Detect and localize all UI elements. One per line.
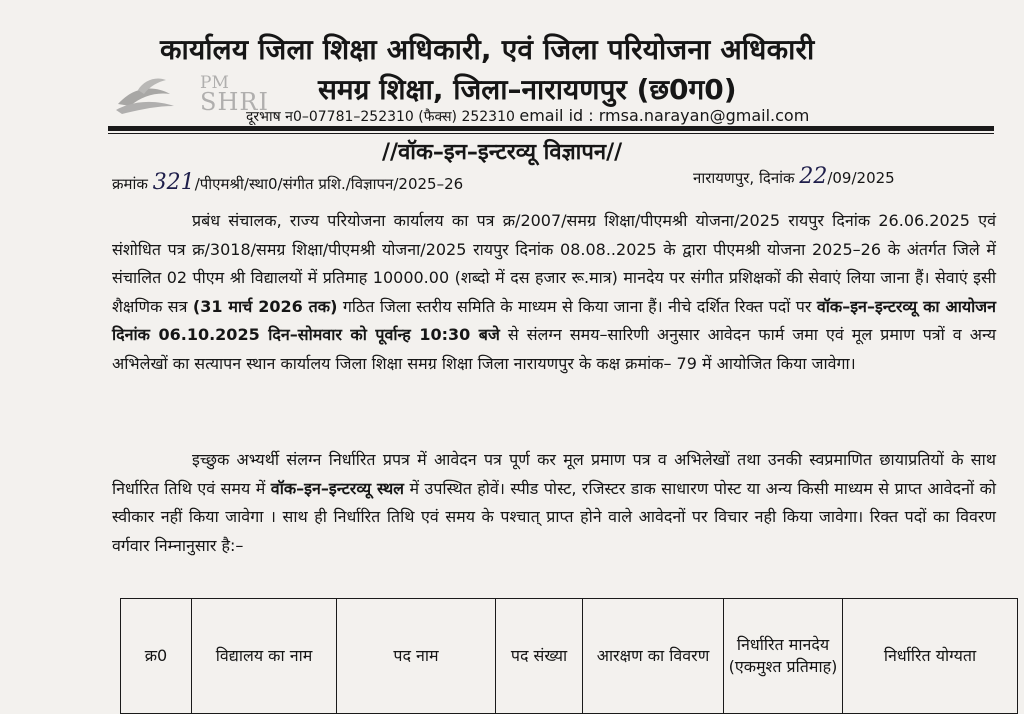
- vacancy-table: [120, 598, 1018, 714]
- contact-line: [246, 106, 809, 126]
- header-rule-thin: [108, 133, 994, 134]
- interview-venue: वॉक–इन–इन्टरव्यू स्थल: [270, 478, 405, 498]
- reference-line: [112, 170, 463, 195]
- table-header-cell: पद संख्या: [496, 599, 583, 714]
- office-title-line1: कार्यालय जिला शिक्षा अधिकारी, एवं जिला परियोजना अधिकारी: [160, 33, 815, 66]
- table-header-cell: क्र0: [121, 599, 192, 714]
- table-header-cell: आरक्षण का विवरण: [583, 599, 724, 714]
- contact-email: email id : rmsa.narayan@gmail.com: [519, 106, 810, 125]
- paragraph-1: प्रबंध संचालक, राज्य परियोजना कार्यालय का पत्र क्र/2007/समग्र शिक्षा/पीएमश्री योजना/2025 रायपुर दिनांक 26.06.2025 एवं संशोधित पत्र क्र/3018/समग्र शिक्षा/पीएमश्री योजना/2025 रायपुर दिनांक 08.08..2025 के द्वारा पीएमश्री योजना 2025–26 के अंतर्गत जिले में संचालित 02 पीएम श्री विद्यालयों में प्रतिमाह 10000.00 (शब्दो में दस हजार रू.मात्र) मानदेय पर संगीत प्रशिक्षकों की सेवाएं लिया जाना हैं। सेवाएं इसी शैक्षणिक सत्र (31 मार्च 2026 तक) गठित जिला स्तरीय समिति के माध्यम से किया जाना हैं। नीचे दर्शित रिक्त पदों पर वॉक–इन–इन्टरव्यू का आयोजन दिनांक 06.10.2025 दिन–सोमवार को पूर्वान्ह 10:30 बजे से संलग्न समय–सारिणी अनुसार आवेदन फार्म जमा एवं मूल प्रमाण पत्रों व अन्य अभिलेखों का सत्यापन स्थान कार्यालय जिला शिक्षा समग्र शिक्षा जिला नारायणपुर के कक्ष क्रमांक– 79 में आयोजित किया जावेगा।: [112, 211, 996, 373]
- reference-prefix: क्रमांक: [112, 175, 148, 193]
- session-deadline: (31 मार्च 2026 तक): [192, 296, 338, 316]
- table-header-row: [121, 599, 1018, 714]
- logo-text-top: PM: [200, 73, 229, 93]
- reference-path: /पीएमश्री/स्था0/संगीत प्रशि./विज्ञापन/2025–26: [194, 175, 464, 193]
- table-header-cell: निर्धारित योग्यता: [843, 599, 1018, 714]
- contact-phone: दूरभाष न0–07781–252310 (फैक्स) 252310: [246, 109, 515, 125]
- table-header-cell: निर्धारित मानदेय (एकमुश्त प्रतिमाह): [724, 599, 843, 714]
- reference-number: 321: [152, 170, 195, 195]
- advertisement-title: //वॉक–इन–इन्टरव्यू विज्ञापन//: [382, 140, 623, 165]
- paragraph-2: इच्छुक अभ्यर्थी संलग्न निर्धारित प्रपत्र में आवेदन पत्र पूर्ण कर मूल प्रमाण पत्र व अभिलेखों तथा उनकी स्वप्रमाणित छायाप्रतियों के साथ निर्धारित तिथि एवं समय में वॉक–इन–इन्टरव्यू स्थल में उपस्थित होवें। स्पीड पोस्ट, रजिस्टर डाक साधारण पोस्ट या अन्य किसी माध्यम से प्राप्त आवेदनों को स्वीकार नहीं किया जावेगा । साथ ही निर्धारित तिथि एवं समय के पश्चात् प्राप्त होने वाले आवेदनों पर विचार नही किया जावेगा। रिक्त पदों का विवरण वर्गवार निम्नानुसार है:–: [112, 450, 997, 555]
- header-rule-thick: [108, 126, 994, 131]
- place-date-label: नारायणपुर, दिनांक: [693, 169, 795, 187]
- date-day: 22: [799, 164, 828, 189]
- date-month-year: /09/2025: [827, 169, 895, 187]
- place-date: [693, 164, 895, 189]
- table-header-cell: विद्यालय का नाम: [192, 599, 337, 714]
- office-title-line2: समग्र शिक्षा, जिला–नारायणपुर (छ0ग0): [318, 73, 737, 106]
- interview-schedule: वॉक–इन–इन्टरव्यू का आयोजन दिनांक 06.10.2025 दिन–सोमवार को पूर्वान्ह 10:30 बजे: [112, 296, 996, 344]
- table-header-cell: पद नाम: [337, 599, 496, 714]
- logo-text-bottom: SHRI: [200, 88, 269, 116]
